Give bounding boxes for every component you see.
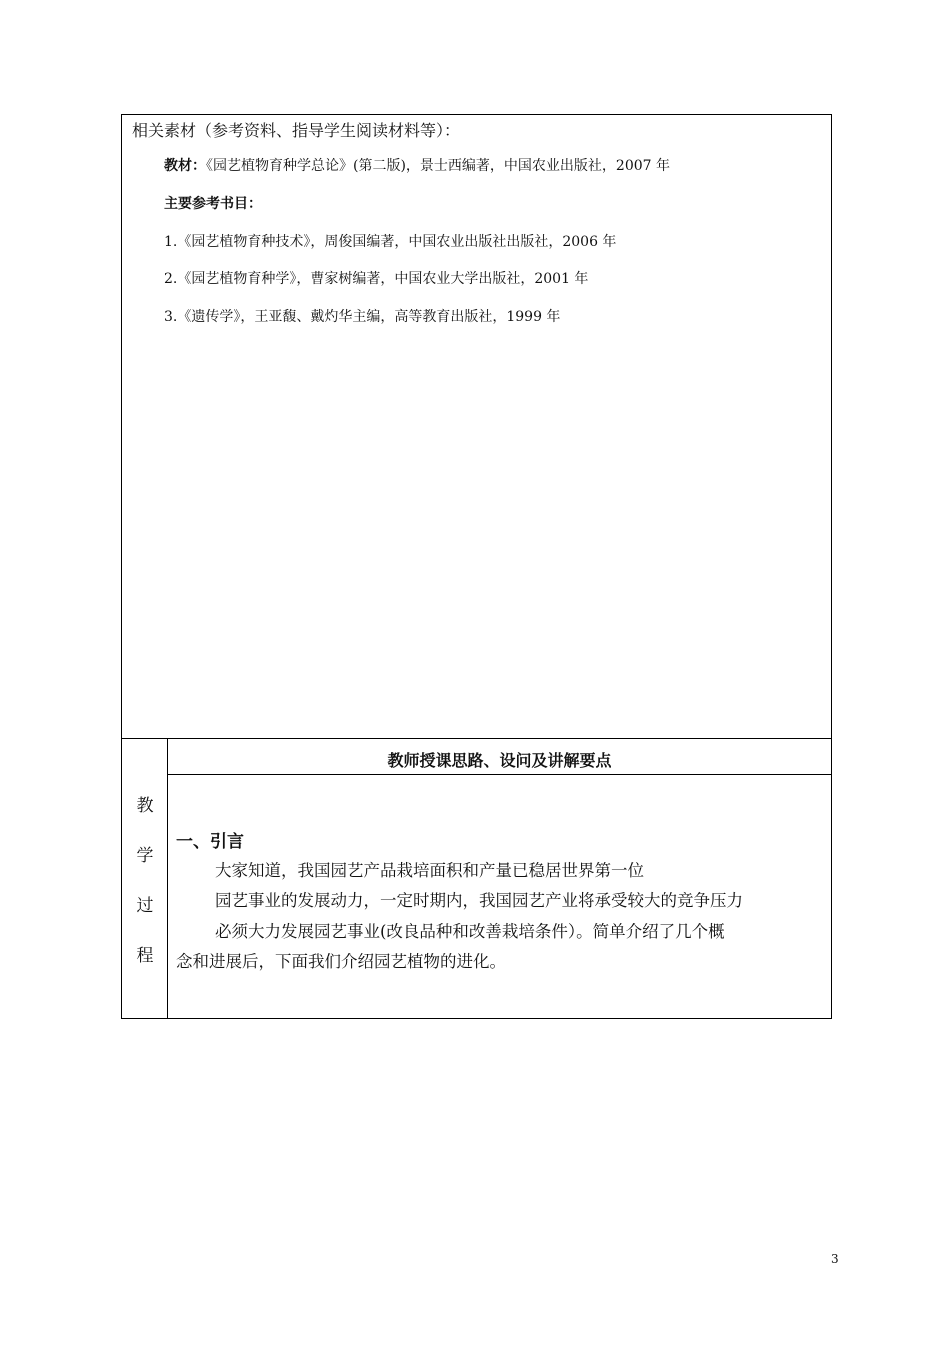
- references-heading: 主要参考书目：: [164, 196, 262, 212]
- reference-item: 1.《园艺植物育种技术》，周俊国编著，中国农业出版社出版社，2006 年: [164, 234, 617, 250]
- process-header: 教师授课思路、设问及讲解要点: [387, 751, 612, 770]
- header-divider: [167, 774, 831, 775]
- column-label-char: 学: [136, 846, 154, 866]
- column-label-char: 过: [136, 896, 154, 916]
- paragraph-line: 念和进展后，下面我们介绍园艺植物的进化。: [176, 952, 506, 971]
- textbook-text: 《园艺植物育种学总论》(第二版)，景士西编著，中国农业出版社，2007 年: [206, 158, 671, 174]
- textbook-label: 教材：: [164, 158, 206, 174]
- paragraph-line: 园艺事业的发展动力，一定时期内，我国园艺产业将承受较大的竞争压力: [215, 891, 743, 910]
- page-number: 3: [831, 1252, 839, 1266]
- section-title: 一、引言: [176, 832, 244, 852]
- reference-item: 2.《园艺植物育种学》，曹家树编著，中国农业大学出版社，2001 年: [164, 271, 589, 287]
- paragraph-line: 大家知道，我国园艺产品栽培面积和产量已稳居世界第一位: [215, 861, 644, 880]
- paragraph-line: 必须大力发展园艺事业(改良品种和改善栽培条件）。简单介绍了几个概: [215, 922, 725, 941]
- column-label-char: 教: [136, 796, 154, 816]
- textbook-entry: [164, 155, 670, 175]
- column-divider: [167, 739, 168, 1018]
- teaching-process-section: [121, 738, 832, 1019]
- materials-heading: 相关素材（参考资料、指导学生阅读材料等）：: [132, 121, 461, 140]
- column-label-char: 程: [136, 946, 154, 966]
- reference-item: 3.《遗传学》，王亚馥、戴灼华主编，高等教育出版社，1999 年: [164, 309, 561, 325]
- materials-section: [121, 114, 832, 739]
